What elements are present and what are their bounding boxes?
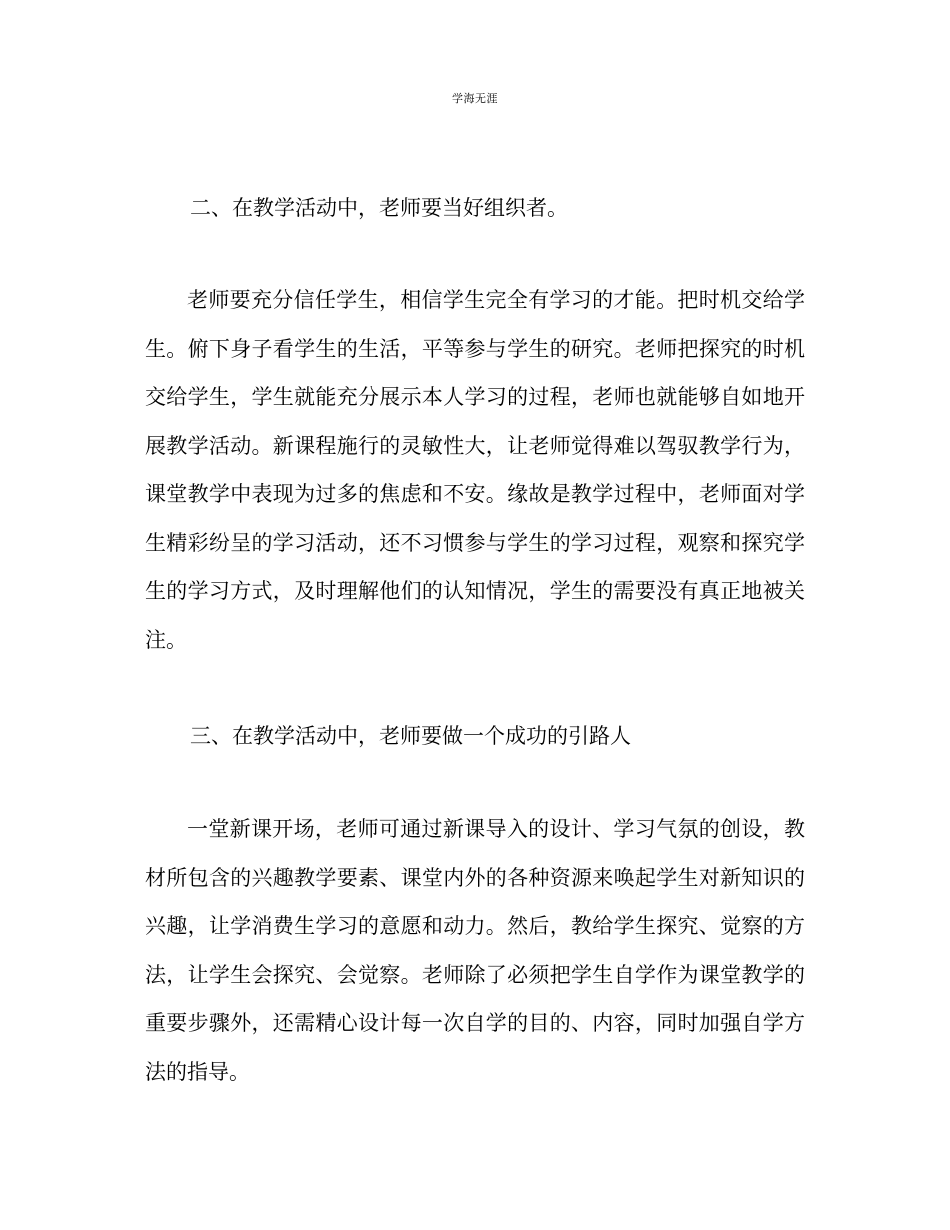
section-paragraph: 一堂新课开场，老师可通过新课导入的设计、学习气氛的创设，教材所包含的兴趣教学要素、课堂内外的各种资源来唤起学生对新知识的兴趣，让学消费生学习的意愿和动力。然后，教给学生探究、觉察的方法，让学生会探究、会觉察。老师除了必须把学生自学作为课堂教学的重要步骤外，还需精心设计每一次自学的目的、内容，同时加强自学方法的指导。 — [145, 817, 805, 1084]
section-heading: 二、在教学活动中，老师要当好组织者。 — [190, 196, 568, 220]
section-paragraph: 老师要充分信任学生，相信学生完全有学习的才能。把时机交给学生。俯下身子看学生的生活，平等参与学生的研究。老师把探究的时机交给学生，学生就能充分展示本人学习的过程，老师也就能够自如地开展教学活动。新课程施行的灵敏性大，让老师觉得难以驾驭教学行为，课堂教学中表现为过多的焦虑和不安。缘故是教学过程中，老师面对学生精彩纷呈的学习活动，还不习惯参与学生的学习过程，观察和探究学生的学习方式，及时理解他们的认知情况，学生的需要没有真正地被关注。 — [145, 288, 805, 652]
page-header: 学海无涯 — [452, 92, 498, 105]
section-heading: 三、在教学活动中，老师要做一个成功的引路人 — [190, 724, 631, 748]
